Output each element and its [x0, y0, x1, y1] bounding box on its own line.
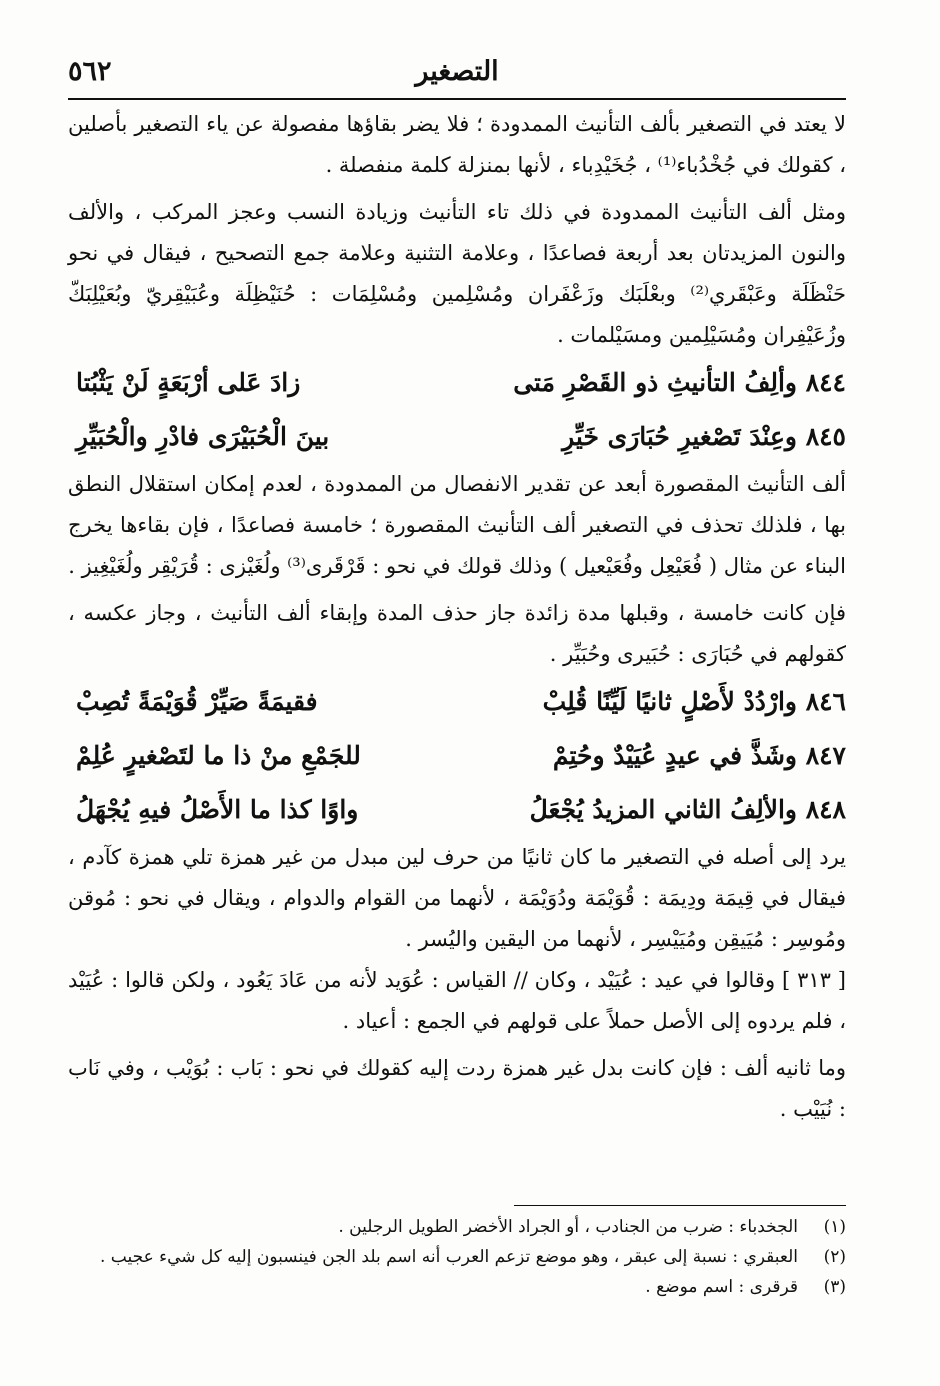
page-number: ٥٦٢ [68, 56, 112, 87]
paragraph: فإن كانت خامسة ، وقبلها مدة زائدة جاز حذف المدة وإبقاء ألف التأنيث ، وجاز عكسه ، كقولهم في حُبَارَى : حُبَيرى وحُبَيِّر . [68, 601, 846, 666]
verse-number: ٨٤٤ [805, 368, 846, 397]
verse-number: ٨٤٥ [805, 422, 846, 451]
verse-number: ٨٤٧ [805, 741, 846, 770]
verse-second-hemistich: للجَمْعِ منْ ذا ما لتَصْغيرٍ عُلِمْ [76, 741, 361, 770]
footnote-divider [514, 1205, 846, 1206]
footnote-number: (٣) [823, 1277, 846, 1297]
footnote [68, 1212, 846, 1242]
verse-line [68, 356, 846, 410]
verse-text: وألِفُ التأنيثِ ذو القَصْرِ مَتى [513, 368, 797, 397]
footnote [68, 1272, 846, 1302]
verse-first-hemistich [562, 410, 846, 464]
paragraph: ألف التأنيث المقصورة أبعد عن تقدير الانفصال من الممدودة ، لعدم إمكان استقلال النطق بها ، فلذلك تحذف في التصغير ألف التأنيث المقصورة ؛ خامسة فصاعدًا ، فإن بقاءها يخرج البناء عن مثال ( فُعَيْعِل وفُعَيْعيل ) وذلك قولك في نحو : قَرْقَرى⁽³⁾ ولُغَيْزى : قُرَيْقِر ولُغَيْغِيز . [68, 472, 846, 578]
verse-line [68, 729, 846, 783]
footnote-text: قرقرى : اسم موضع . [645, 1277, 798, 1297]
verse-first-hemistich [553, 729, 846, 783]
footnote-number: (٢) [823, 1247, 846, 1267]
verse-line [68, 410, 846, 464]
verse-second-hemistich: بينَ الْحُبَيْرَى فادْرِ والْحُبَيِّرِ [76, 422, 330, 451]
verse-second-hemistich: واوًا كذا ما الأَصْلُ فيهِ يُجْهَلُ [76, 795, 359, 824]
verse-text: والألِفُ الثاني المزيدُ يُجْعَلُ [529, 795, 797, 824]
verse-number: ٨٤٨ [805, 795, 846, 824]
footnote [68, 1242, 846, 1272]
paragraph: يرد إلى أصله في التصغير ما كان ثانيًا من حرف لين مبدل من غير همزة تلي همزة كآدم ، فيقال في قِيمَة ودِيمَة : قُوَيْمَة ودُوَيْمَة ، لأنهما من القوام والدوام ، ويقال في نحو : مُوقن ومُوسِر : مُيَيقِن ومُيَيْسِر ، لأنهما من اليقين واليُسر . [68, 845, 846, 951]
verse-text: وارْدُدْ لأَصْلٍ ثانيًا لَيِّنًا قُلِبْ [542, 687, 797, 716]
page-header [68, 52, 846, 100]
verse-second-hemistich: زادَ عَلى أرْبَعَةٍ لَنْ يَثْبُتا [76, 368, 301, 397]
paragraph: [ ٣١٣ ] وقالوا في عيد : عُيَيْد ، وكان // القياس : عُوَيد لأنه من عَادَ يَعُود ، ولكن قالوا : عُيَيْد ، فلم يردوه إلى الأصل حملاً على قولهم في الجمع : أعياد . [68, 968, 846, 1033]
running-title: التصغير [415, 56, 499, 87]
footnotes [68, 1212, 846, 1302]
verse-first-hemistich [530, 783, 846, 837]
footnote-text: الجخدباء : ضرب من الجنادب ، أو الجراد الأخضر الطويل الرجلين . [338, 1217, 798, 1237]
verse-text: وعِنْدَ تَصْغيرِ حُبَارَى خَيِّرِ [562, 422, 797, 451]
verse-first-hemistich [513, 356, 846, 410]
footnote-text: العبقري : نسبة إلى عبقر ، وهو موضع تزعم العرب أنه اسم بلد الجن فينسبون إليه كل شيء عجيب . [99, 1247, 798, 1267]
paragraph: وما ثانيه ألف : فإن كانت بدل غير همزة ردت إليه كقولك في نحو : بَاب : بُوَيْب ، وفي نَاب : نُيَيْب . [68, 1056, 846, 1121]
verse-number: ٨٤٦ [805, 687, 846, 716]
footnote-number: (١) [823, 1217, 846, 1237]
verse-first-hemistich [543, 675, 846, 729]
paragraph: ومثل ألف التأنيث الممدودة في ذلك تاء التأنيث وزيادة النسب وعجز المركب ، والألف والنون المزيدتان بعد أربعة فصاعدًا ، وعلامة التثنية وعلامة جمع التصحيح ، فيقال في نحو حَنْظَلَة وعَبْقَري⁽²⁾ وبعْلَبَك وزَعْفَران ومُسْلِمين ومُسْلِمَات : حُنَيْظِلَة وعُبَيْقِريّ وبُعَيْلِبَكّ وزُعَيْفِران ومُسَيْلِمين ومسَيْلمات . [68, 200, 847, 347]
verse-text: وشَذَّ في عيدٍ عُيَيْدٌ وحُتِمْ [552, 741, 797, 770]
paragraph: لا يعتد في التصغير بألف التأنيث الممدودة ؛ فلا يضر بقاؤها مفصولة عن ياء التصغير بأصلين ، كقولك في جُخْدُباء⁽¹⁾ ، جُخَيْدِباء ، لأنها بمنزلة كلمة منفصلة . [68, 112, 846, 177]
page-body [68, 104, 846, 1130]
verse-line [68, 675, 846, 729]
verse-second-hemistich: فقيمَةً صَيِّرْ قُوَيْمَةً تُصِبْ [76, 687, 318, 716]
verse-line [68, 783, 846, 837]
